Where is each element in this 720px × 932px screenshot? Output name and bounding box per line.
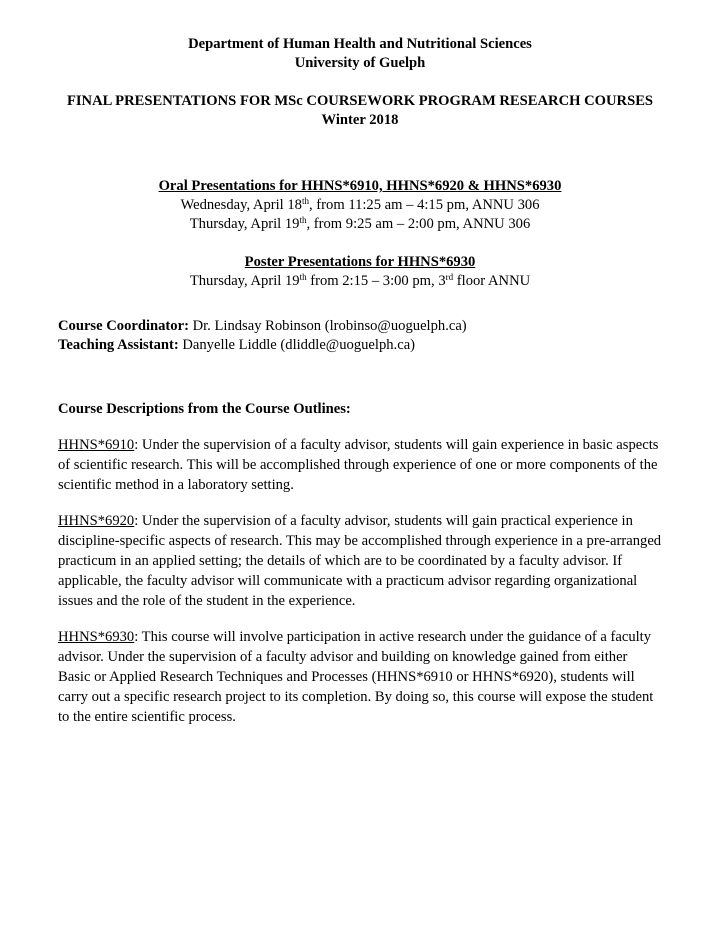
course-code: HHNS*6910: [58, 437, 135, 453]
course-code: HHNS*6930: [58, 629, 135, 646]
oral-line1-date: Wednesday, April 18: [180, 197, 302, 213]
poster-heading: Poster Presentations for HHNS*6930: [244, 254, 476, 270]
teaching-assistant-label: Teaching Assistant:: [58, 337, 179, 353]
course-description-6930: [58, 628, 662, 727]
teaching-assistant-value: Danyelle Liddle (dliddle@uoguelph.ca): [178, 337, 416, 353]
poster-presentations-section: [58, 253, 662, 291]
oral-schedule-line-2: [58, 215, 662, 234]
title-main: FINAL PRESENTATIONS FOR MSc COURSEWORK PROGRAM RESEARCH COURSES: [66, 93, 654, 109]
coordinator-line: [58, 317, 662, 336]
oral-line1-details: , from 11:25 am – 4:15 pm, ANNU 306: [309, 197, 540, 213]
poster-schedule-line: [58, 272, 662, 291]
title-term: Winter 2018: [321, 112, 399, 128]
coordinator-value: Dr. Lindsay Robinson (lrobinso@uoguelph.ca): [188, 318, 467, 334]
oral-heading: Oral Presentations for HHNS*6910, HHNS*6920 & HHNS*6930: [158, 178, 562, 194]
course-text: : Under the supervision of a faculty advisor, students will gain practical experience in discipline-specific aspects of research. This may be accomplished through experience in a pre-arranged practicum in an applied setting; the details of which are to be coordinated by a faculty advisor. If applicable, the faculty advisor will communicate with a practicum advisor regarding organizational issues and the role of the student in the experience.: [58, 513, 662, 609]
course-code: HHNS*6920: [58, 513, 135, 530]
course-text: : Under the supervision of a faculty advisor, students will gain experience in basic aspects of scientific research. This will be accomplished through experience of one or more components of the scientific method in a laboratory setting.: [58, 437, 659, 493]
poster-line-location: floor ANNU: [453, 273, 531, 289]
poster-line-time: from 2:15 – 3:00 pm, 3: [306, 273, 446, 289]
coordinator-label: Course Coordinator:: [58, 318, 189, 334]
descriptions-heading: Course Descriptions from the Course Outlines:: [58, 401, 351, 417]
poster-line-date: Thursday, April 19: [189, 273, 300, 289]
teaching-assistant-line: [58, 336, 662, 355]
oral-line2-details: , from 9:25 am – 2:00 pm, ANNU 306: [306, 216, 531, 232]
oral-presentations-section: [58, 177, 662, 234]
poster-floor-suffix: rd: [445, 272, 454, 282]
oral-line2-date: Thursday, April 19: [189, 216, 300, 232]
course-text: : This course will involve participation in active research under the guidance of a faculty advisor. Under the supervision of a faculty advisor and building on knowledge gained from either Basic or Applied Research Techniques and Processes (HHNS*6910 or HHNS*6920), students will carry out a specific research project to its completion. By doing so, this course will expose the student to the entire scientific process.: [58, 629, 654, 725]
oral-schedule-line-1: [58, 196, 662, 215]
oral-line2-suffix: th: [299, 215, 307, 225]
course-description-6920: [58, 512, 662, 611]
poster-line-suffix: th: [299, 272, 307, 282]
university-name: University of Guelph: [294, 55, 426, 71]
document-title: [58, 92, 662, 130]
course-description-6910: [58, 436, 662, 495]
document-header: [58, 0, 662, 73]
oral-line1-suffix: th: [301, 196, 309, 206]
department-name: Department of Human Health and Nutritional Sciences: [188, 36, 532, 52]
staff-section: [58, 317, 662, 355]
